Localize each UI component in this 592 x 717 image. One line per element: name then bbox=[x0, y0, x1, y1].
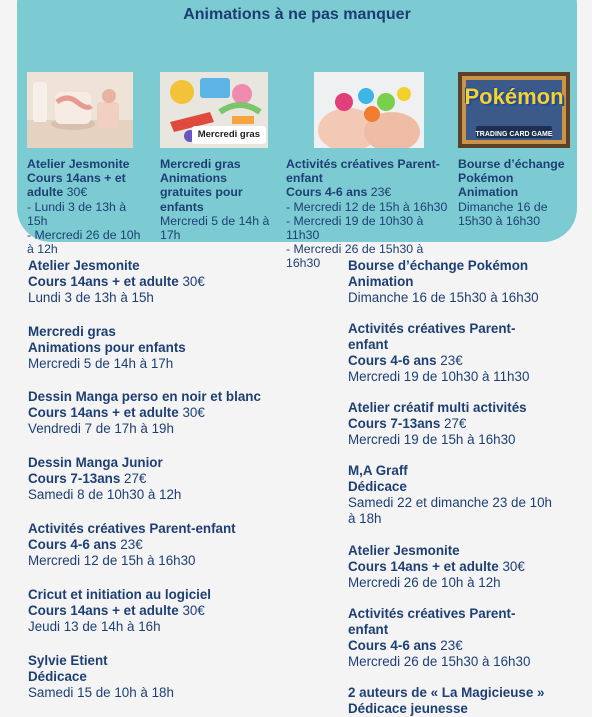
event-title: Activités créatives Parent-enfant bbox=[28, 521, 236, 536]
event-title: 2 auteurs de « La Magicieuse » bbox=[348, 685, 545, 700]
event-subtitle: Dédicace bbox=[28, 669, 87, 684]
event-title: Cricut et initiation au logiciel bbox=[28, 587, 212, 602]
card-subtitle: Animation bbox=[458, 185, 519, 200]
event-item[interactable] bbox=[28, 587, 284, 635]
event-title: Sylvie Etient bbox=[28, 653, 108, 668]
card-date: - Mercredi 26 de 10h à 12h bbox=[27, 228, 141, 257]
event-item[interactable] bbox=[348, 543, 578, 591]
event-date: Vendredi 7 de 17h à 19h bbox=[28, 421, 174, 436]
event-date: Jeudi 13 de 14h à 16h bbox=[28, 619, 161, 634]
event-date: Mercredi 26 de 15h30 à 16h30 bbox=[348, 654, 531, 669]
event-price: 23€ bbox=[440, 353, 463, 368]
featured-title: Animations à ne pas manquer bbox=[183, 6, 411, 23]
event-price: 27€ bbox=[444, 416, 467, 431]
card-title: Mercredi gras bbox=[160, 157, 241, 171]
event-item[interactable] bbox=[348, 685, 588, 717]
featured-card-mercredi-gras[interactable] bbox=[160, 72, 272, 242]
event-title: Activités créatives Parent-enfant bbox=[348, 606, 516, 637]
event-price: 23€ bbox=[440, 638, 463, 653]
pokemon-logo-text: Pokémon bbox=[464, 84, 564, 109]
jesmonite-image bbox=[27, 72, 133, 148]
event-price: 30€ bbox=[182, 274, 205, 289]
event-item[interactable] bbox=[28, 324, 284, 372]
event-title: Bourse d’échange Pokémon bbox=[348, 258, 529, 273]
event-date: Samedi 22 et dimanche 23 de 10h à 18h bbox=[348, 495, 552, 526]
event-course: Cours 14ans + et adulte bbox=[28, 405, 179, 420]
event-date: Dimanche 16 de 15h30 à 16h30 bbox=[348, 290, 539, 305]
mercredi-gras-image bbox=[160, 72, 268, 148]
event-title: Dessin Manga perso en noir et blanc bbox=[28, 389, 261, 404]
pokemon-logo-subtext: TRADING CARD GAME bbox=[475, 131, 553, 138]
event-title: Mercredi gras bbox=[28, 324, 116, 339]
event-title: Atelier Jesmonite bbox=[28, 258, 140, 273]
featured-card-activites[interactable] bbox=[286, 72, 454, 271]
card-date: - Mercredi 19 de 10h30 à 11h30 bbox=[286, 213, 424, 243]
card-price: 30€ bbox=[66, 185, 88, 200]
event-title: Activités créatives Parent-enfant bbox=[348, 321, 516, 352]
event-item[interactable] bbox=[28, 455, 284, 503]
event-date: Samedi 8 de 10h30 à 12h bbox=[28, 487, 182, 502]
event-title: M,A Graff bbox=[348, 463, 408, 478]
event-item[interactable] bbox=[28, 389, 284, 437]
card-date: Mercredi 5 de 14h à 17h bbox=[160, 213, 270, 243]
event-item[interactable] bbox=[348, 258, 563, 306]
event-course: Cours 4-6 ans bbox=[348, 638, 437, 653]
event-item[interactable] bbox=[348, 400, 563, 448]
card-course: Cours 14ans + et adulte bbox=[27, 171, 126, 200]
event-course: Cours 7-13ans bbox=[28, 471, 121, 486]
card-subtitle: Animations gratuites pour enfants bbox=[160, 171, 243, 214]
event-item[interactable] bbox=[28, 521, 284, 569]
event-item[interactable] bbox=[348, 606, 548, 670]
event-course: Cours 4-6 ans bbox=[28, 537, 117, 552]
featured-card-pokemon[interactable] bbox=[458, 72, 574, 228]
card-date: - Mercredi 26 de 15h30 à 16h30 bbox=[286, 242, 424, 271]
event-date: Mercredi 19 de 15h à 16h30 bbox=[348, 432, 516, 447]
card-price: 23€ bbox=[370, 185, 392, 200]
event-subtitle: Animations pour enfants bbox=[28, 340, 186, 355]
activites-image bbox=[314, 72, 424, 148]
event-course: Cours 14ans + et adulte bbox=[28, 603, 179, 618]
event-title: Dessin Manga Junior bbox=[28, 455, 163, 470]
card-date: - Lundi 3 de 13h à 15h bbox=[27, 199, 127, 228]
event-date: Mercredi 5 de 14h à 17h bbox=[28, 356, 174, 371]
card-title: Bourse d’échange Pokémon bbox=[458, 157, 565, 186]
event-title: Atelier créatif multi activités bbox=[348, 400, 527, 415]
event-date: Mercredi 19 de 10h30 à 11h30 bbox=[348, 369, 530, 384]
event-item[interactable] bbox=[28, 258, 284, 306]
event-subtitle: Animation bbox=[348, 274, 414, 289]
event-date: Mercredi 12 de 15h à 16h30 bbox=[28, 553, 196, 568]
event-price: 30€ bbox=[182, 603, 205, 618]
event-title: Atelier Jesmonite bbox=[348, 543, 460, 558]
card-date: - Mercredi 12 de 15h à 16h30 bbox=[286, 199, 448, 214]
event-course: Cours 14ans + et adulte bbox=[28, 274, 179, 289]
event-course: Cours 14ans + et adulte bbox=[348, 559, 499, 574]
event-price: 27€ bbox=[124, 471, 147, 486]
event-date: Mercredi 26 de 10h à 12h bbox=[348, 575, 501, 590]
event-price: 23€ bbox=[120, 537, 143, 552]
event-date: Samedi 15 de 10h à 18h bbox=[28, 685, 174, 700]
card-date: Dimanche 16 de 15h30 à 16h30 bbox=[458, 199, 548, 228]
event-subtitle: Dédicace jeunesse bbox=[348, 701, 468, 716]
card-title: Atelier Jesmonite bbox=[27, 157, 130, 171]
card-course: Cours 4-6 ans bbox=[286, 185, 368, 200]
event-item[interactable] bbox=[348, 463, 563, 527]
event-course: Cours 4-6 ans bbox=[348, 353, 437, 368]
mercredi-gras-image-label: Mercredi gras bbox=[192, 126, 266, 144]
pokemon-card-game-logo bbox=[458, 72, 570, 148]
event-course: Cours 7-13ans bbox=[348, 416, 441, 431]
event-date: Lundi 3 de 13h à 15h bbox=[28, 290, 154, 305]
event-item[interactable] bbox=[28, 653, 284, 701]
event-price: 30€ bbox=[182, 405, 205, 420]
event-price: 30€ bbox=[502, 559, 525, 574]
event-subtitle: Dédicace bbox=[348, 479, 407, 494]
featured-card-jesmonite[interactable] bbox=[27, 72, 145, 256]
event-item[interactable] bbox=[348, 321, 548, 385]
card-title: Activités créatives Parent-enfant bbox=[286, 157, 440, 186]
